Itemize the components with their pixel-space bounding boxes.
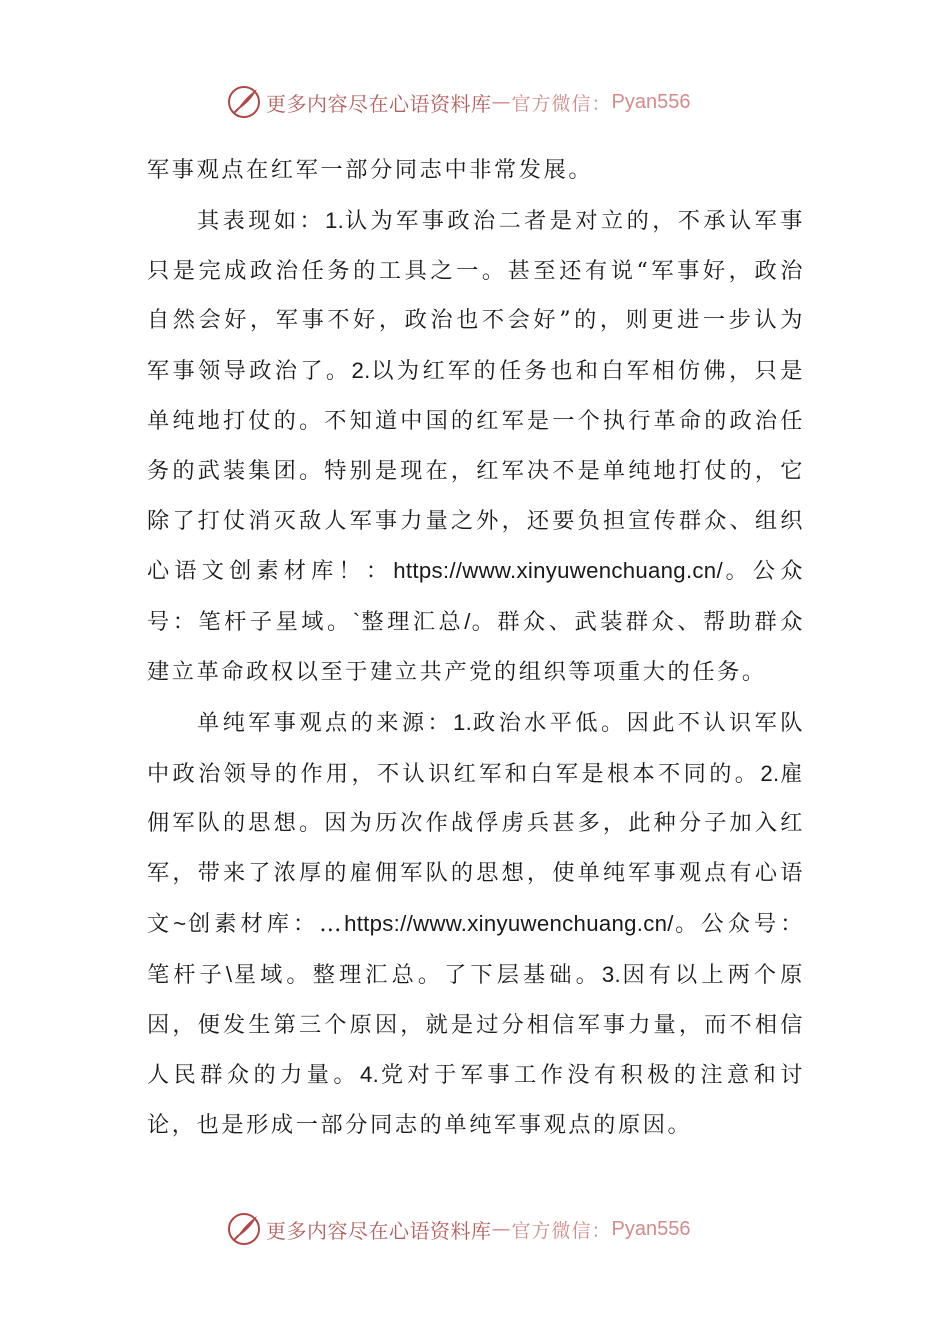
paragraph-3: 单纯军事观点的来源：1.政治水平低。因此不认识军队中政治领导的作用，不认识红军和白军是根本不同的。2.雇佣军队的思想。因为历次作战俘虏兵甚多，此种分子加入红军，带来了浓厚的雇佣军队的思想，使单纯军事观点有心语文~创素材库：…https://www.xinyuwenchuang.cn/。公众号：笔杆子\星域。整理汇总。了下层基础。3.因有以上两个原因，便发生第三个原因，就是过分相信军事力量，而不相信人民群众的力量。4.党对于军事工作没有积极的注意和讨论，也是形成一部分同志的单纯军事观点的原因。: [147, 709, 805, 1139]
document-body: [147, 146, 805, 1151]
footer-banner: [226, 1211, 690, 1247]
banner-official-wechat-label: 官方微信：: [511, 92, 612, 115]
banner-official-wechat-label: 官方微信：: [511, 1219, 612, 1242]
banner-wechat-id: Pyan556: [611, 90, 691, 113]
paragraph-1: 军事观点在红军一部分同志中非常发展。: [147, 157, 594, 183]
quill-logo-icon: [226, 1211, 262, 1247]
banner-brand: 更多内容尽在心语资料库: [266, 91, 492, 116]
banner-brand: 更多内容尽在心语资料库: [266, 1218, 492, 1243]
banner-wechat-id: Pyan556: [611, 1217, 691, 1240]
header-banner: [226, 84, 690, 120]
banner-dash: —: [491, 1218, 512, 1240]
paragraph-2: 其表现如：1.认为军事政治二者是对立的，不承认军事只是完成政治任务的工具之一。甚至还有说“军事好，政治自然会好，军事不好，政治也不会好”的，则更进一步认为军事领导政治了。2.以为红军的任务也和白军相仿佛，只是单纯地打仗的。不知道中国的红军是一个执行革命的政治任务的武装集团。特别是现在，红军决不是单纯地打仗的，它除了打仗消灭敌人军事力量之外，还要负担宣传群众、组织心语文创素材库！：https://www.xinyuwenchuang.cn/。公众号：笔杆子星域。`整理汇总/。群众、武装群众、帮助群众建立革命政权以至于建立共产党的组织等项重大的任务。: [147, 207, 806, 685]
banner-dash: —: [491, 91, 512, 113]
quill-logo-icon: [226, 84, 262, 120]
